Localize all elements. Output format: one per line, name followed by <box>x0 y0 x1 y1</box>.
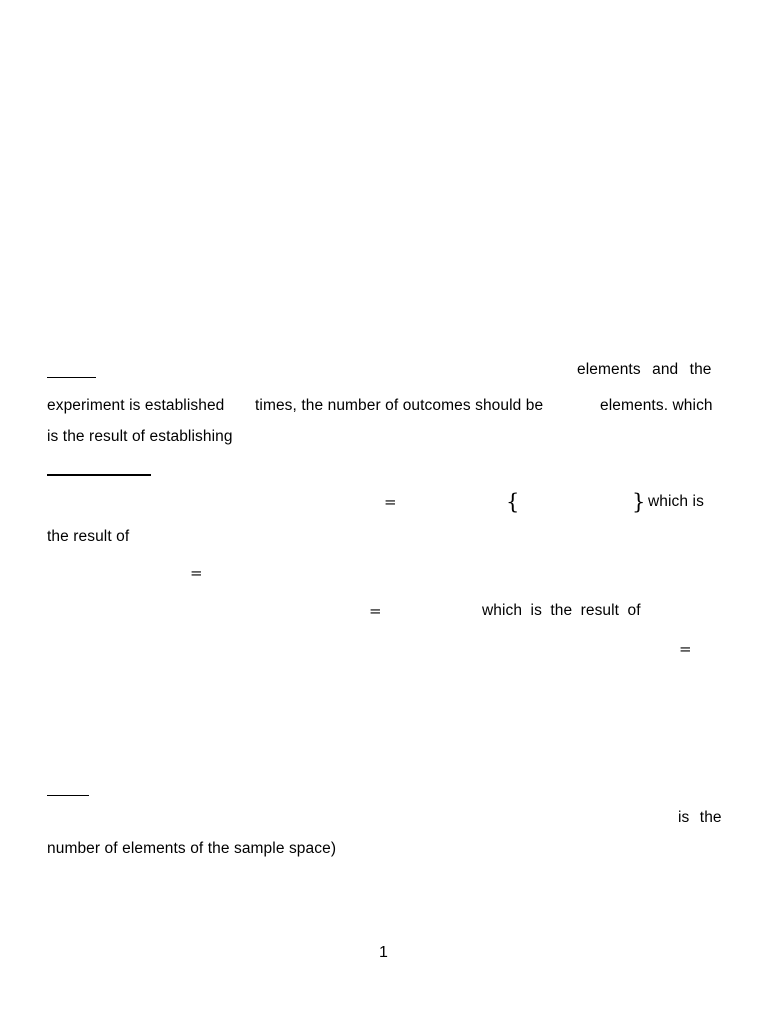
section-divider-rule <box>47 474 151 476</box>
close-brace: } <box>632 490 646 514</box>
equals-sign-1: = <box>384 493 397 511</box>
equals-sign-3: = <box>369 602 382 620</box>
paragraph-1-line-1-tail: elements and the <box>577 361 712 378</box>
paragraph-1-line-2-part-2: times, the number of outcomes should be <box>255 397 544 414</box>
open-brace: { <box>506 490 520 514</box>
which-result-text: which is the result of <box>482 602 641 619</box>
underline-short-1 <box>47 377 96 378</box>
paragraph-1-line-2-part-3: elements. which <box>600 397 713 414</box>
paragraph-1-line-2-part-1: experiment is established <box>47 397 225 414</box>
equals-sign-4: = <box>679 640 692 658</box>
paragraph-3-line-2: number of elements of the sample space) <box>47 840 337 857</box>
brace-tail-text: which is <box>648 493 704 510</box>
page-number: 1 <box>379 944 388 961</box>
paragraph-1-line-3: is the result of establishing <box>47 428 233 445</box>
equals-sign-2: = <box>190 564 203 582</box>
paragraph-2-line-2: the result of <box>47 528 130 545</box>
underline-short-2 <box>47 795 89 796</box>
paragraph-3-line-1-tail: is the <box>678 809 722 826</box>
